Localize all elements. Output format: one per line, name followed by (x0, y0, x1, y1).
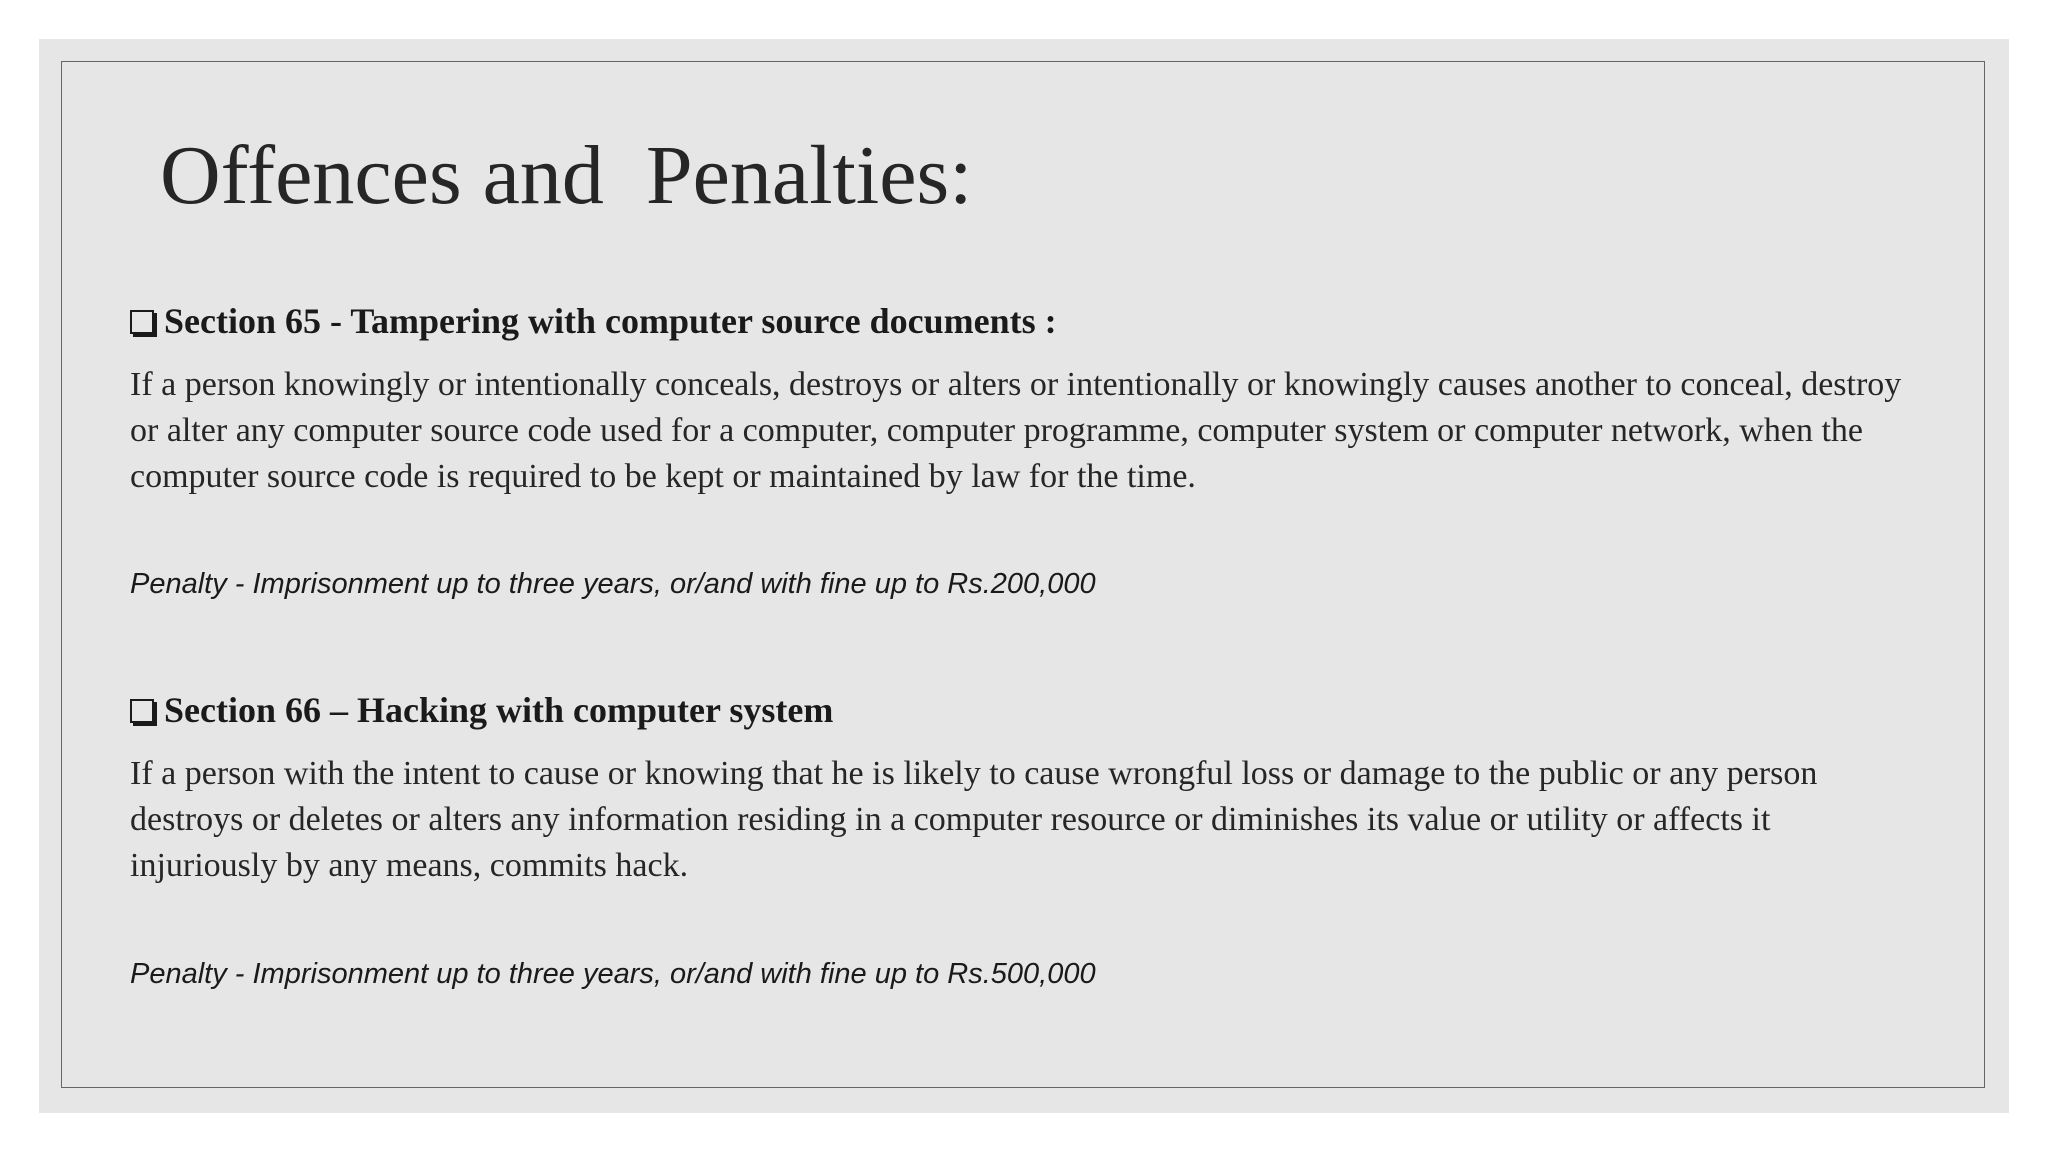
section-66-heading-text: Section 66 – Hacking with computer system (164, 690, 834, 730)
slide-title: Offences and Penalties: (160, 129, 973, 222)
section-65-body: If a person knowingly or intentionally conceals, destroys or alters or intentionally or knowingly causes another to conceal, destroy or alter any computer source code used for a computer, computer programme, computer system or computer network, when the computer source code is required to be kept or maintained by law for the time. (130, 366, 1902, 495)
section-65-penalty: Penalty - Imprisonment up to three years, or/and with fine up to Rs.200,000 (130, 568, 1096, 600)
section-66-penalty: Penalty - Imprisonment up to three years, or/and with fine up to Rs.500,000 (130, 958, 1096, 990)
checkbox-icon (130, 310, 154, 334)
section-66-heading (130, 689, 833, 732)
section-66-body: If a person with the intent to cause or knowing that he is likely to cause wrongful loss or damage to the public or any person destroys or deletes or alters any information residing in a computer resource or diminishes its value or utility or affects it injuriously by any means, commits hack. (130, 755, 1818, 884)
section-65-heading-text: Section 65 - Tampering with computer source documents : (164, 301, 1057, 341)
section-65-heading (130, 300, 1057, 343)
checkbox-icon (130, 699, 154, 723)
